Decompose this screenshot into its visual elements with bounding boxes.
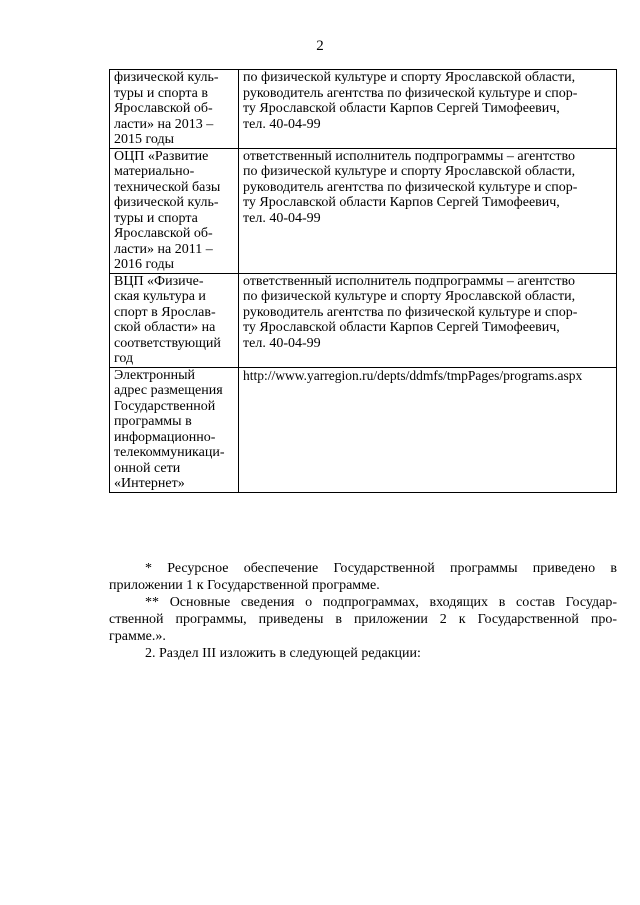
table-cell-label xyxy=(110,70,239,149)
cell-line: руководитель агентства по физической культуре и спор- xyxy=(243,85,578,101)
cell-line: тел. 40-04-99 xyxy=(243,335,321,351)
cell-line: ответственный исполнитель подпрограммы – агентство xyxy=(243,148,576,164)
cell-line: технической базы xyxy=(114,179,221,195)
cell-line: по физической культуре и спорту Ярославской области, xyxy=(243,164,576,179)
info-table xyxy=(109,69,617,493)
cell-line: информационно- xyxy=(114,429,216,445)
cell-line: тел. 40-04-99 xyxy=(243,116,321,132)
cell-line: туры и спорта xyxy=(114,210,198,226)
table-row xyxy=(110,70,617,149)
footnote-2-line: грамме.». xyxy=(109,629,166,644)
cell-line: физической куль- xyxy=(114,70,219,85)
cell-line: год xyxy=(114,351,134,366)
table-row xyxy=(110,273,617,367)
cell-line: ту Ярославской области Карпов Сергей Тимофеевич, xyxy=(243,101,560,116)
cell-line: туры и спорта в xyxy=(114,85,208,101)
footnotes xyxy=(109,560,617,662)
table-row xyxy=(110,367,617,492)
cell-line: руководитель агентства по физической культуре и спор- xyxy=(243,304,578,320)
cell-line: 2015 годы xyxy=(114,132,175,147)
cell-line: адрес размещения xyxy=(114,383,223,398)
footnote-1-line: * Ресурсное обеспечение Государственной программы приведено в xyxy=(145,561,617,576)
cell-line: ту Ярославской области Карпов Сергей Тимофеевич, xyxy=(243,320,560,335)
cell-line: Электронный xyxy=(114,367,196,383)
page-number: 2 xyxy=(316,38,324,54)
table-cell-value xyxy=(239,148,617,273)
cell-line: «Интернет» xyxy=(114,476,185,491)
cell-line: по физической культуре и спорту Ярославской области, xyxy=(243,70,576,85)
cell-line: ласти» на 2011 – xyxy=(114,241,213,257)
cell-line: Государственной xyxy=(114,398,216,414)
table-cell-label xyxy=(110,273,239,367)
cell-line: ВЦП «Физиче- xyxy=(114,273,204,289)
footnote-2-line: ** Основные сведения о подпрограммах, входящих в состав Государ- xyxy=(145,595,617,610)
cell-line: соответствующий xyxy=(114,335,221,351)
cell-line: по физической культуре и спорту Ярославской области, xyxy=(243,289,576,304)
footnote-2-line: ственной программы, приведены в приложении 2 к Государственной про- xyxy=(109,612,617,627)
cell-line: тел. 40-04-99 xyxy=(243,210,321,226)
cell-line: руководитель агентства по физической культуре и спор- xyxy=(243,179,578,195)
cell-line: Ярославской об- xyxy=(114,101,213,116)
table-row xyxy=(110,148,617,273)
table-cell-value xyxy=(239,367,617,492)
section-instruction: 2. Раздел III изложить в следующей редакции: xyxy=(145,646,421,661)
cell-line: Ярославской об- xyxy=(114,226,213,241)
cell-line: ласти» на 2013 – xyxy=(114,116,214,132)
table-cell-label xyxy=(110,367,239,492)
cell-line: спорт в Ярослав- xyxy=(114,304,216,320)
cell-line: ответственный исполнитель подпрограммы – агентство xyxy=(243,273,576,289)
cell-line: физической куль- xyxy=(114,195,219,210)
cell-line: ская культура и xyxy=(114,289,206,304)
cell-line: материально- xyxy=(114,164,195,179)
footnote-1-line: приложении 1 к Государственной программе. xyxy=(109,578,380,593)
cell-line: телекоммуникаци- xyxy=(114,445,225,460)
cell-line: ской области» на xyxy=(114,320,216,335)
program-url-link[interactable]: http://www.yarregion.ru/depts/ddmfs/tmpPages/programs.aspx xyxy=(243,367,583,383)
cell-line: онной сети xyxy=(114,460,181,476)
cell-line: 2016 годы xyxy=(114,257,175,272)
table-cell-value xyxy=(239,273,617,367)
table-cell-label xyxy=(110,148,239,273)
cell-line: программы в xyxy=(114,414,192,429)
cell-line: ту Ярославской области Карпов Сергей Тимофеевич, xyxy=(243,195,560,210)
cell-line: ОЦП «Развитие xyxy=(114,148,209,164)
table-cell-value xyxy=(239,70,617,149)
